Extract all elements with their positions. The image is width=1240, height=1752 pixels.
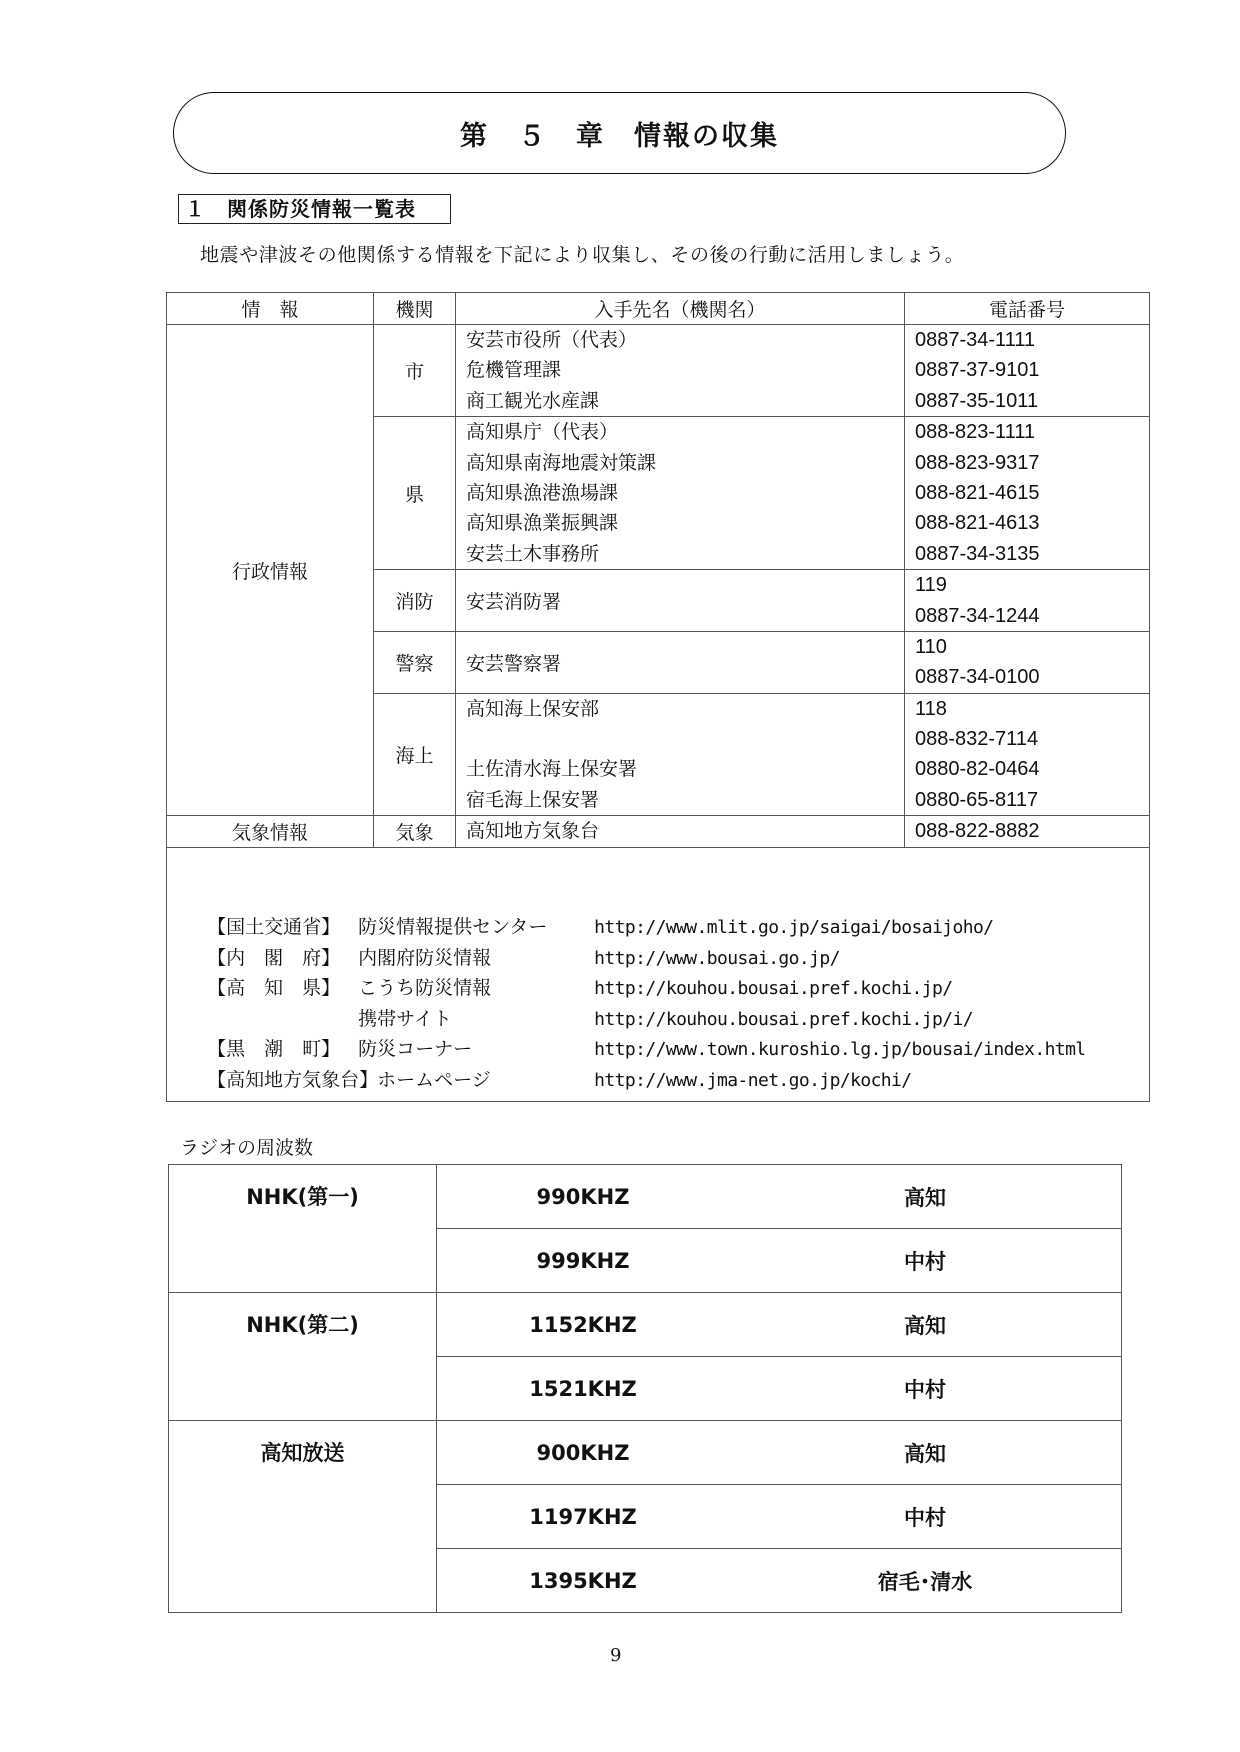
link-org: 【内 閣 府】 [207, 946, 341, 969]
category-cell: 気象情報 [167, 816, 374, 847]
location-cell: 高知 [729, 1165, 1122, 1229]
source-name: 安芸市役所（代表） [466, 329, 638, 351]
frequency-cell: 990KHZ [437, 1165, 730, 1229]
source-cell [456, 693, 905, 816]
phone-number: 0887-34-3135 [915, 542, 1040, 565]
phone-cell [905, 325, 1150, 417]
chapter-title: 第 ５ 章 情報の収集 [460, 120, 779, 152]
location-cell: 高知 [729, 1293, 1122, 1357]
header-source: 入手先名（機関名） [456, 293, 905, 325]
frequency-cell: 1521KHZ [437, 1357, 730, 1421]
source-name [466, 724, 904, 754]
link-org: 【高 知 県】 [207, 977, 341, 1000]
link-name: 携帯サイト [358, 1007, 452, 1030]
frequency-cell: 999KHZ [437, 1229, 730, 1293]
location-cell: 中村 [729, 1229, 1122, 1293]
link-row [183, 1035, 912, 1091]
phone-number: 0887-37-9101 [915, 359, 1040, 382]
chapter-title-box [173, 92, 1066, 174]
link-org: 【高知地方気象台】 [207, 1068, 379, 1091]
radio-caption: ラジオの周波数 [180, 1137, 314, 1159]
header-info: 情 報 [167, 293, 374, 325]
source-name: 高知県南海地震対策課 [466, 451, 657, 474]
agency-cell: 市 [374, 325, 456, 417]
frequency-cell: 900KHZ [437, 1421, 730, 1485]
agency-cell: 消防 [374, 570, 456, 632]
phone-number: 088-821-4615 [915, 481, 1040, 504]
link-org: 【国土交通省】 [207, 916, 341, 939]
radio-row [169, 1165, 1122, 1229]
frequency-cell: 1197KHZ [437, 1485, 730, 1549]
phone-cell [905, 417, 1150, 570]
source-name: 商工観光水産課 [466, 389, 600, 412]
link-url[interactable]: http://www.mlit.go.jp/saigai/bosaijoho/ [594, 917, 994, 939]
phone-number: 0887-34-0100 [915, 666, 1040, 689]
phone-number: 0880-82-0464 [915, 758, 1040, 781]
source-name: 高知県漁港漁場課 [466, 481, 619, 504]
location-cell: 宿毛･清水 [729, 1549, 1122, 1613]
source-name: 安芸警察署 [456, 631, 905, 693]
station-cell: 高知放送 [169, 1421, 437, 1613]
link-url[interactable]: http://www.town.kuroshio.lg.jp/bousai/index.html [594, 1039, 1086, 1061]
source-name: 宿毛海上保安署 [466, 788, 600, 811]
phone-number: 088-832-7114 [915, 728, 1039, 751]
link-name: 内閣府防災情報 [358, 946, 492, 969]
disaster-info-table [166, 292, 1150, 848]
link-name: 防災情報提供センター [358, 916, 548, 939]
source-name: 安芸土木事務所 [466, 542, 600, 565]
link-row [183, 974, 973, 1030]
phone-cell [905, 631, 1150, 693]
radio-frequency-table [168, 1164, 1122, 1613]
phone-number: 119 [915, 574, 947, 597]
link-name: こうち防災情報 [358, 977, 492, 1000]
source-cell [456, 417, 905, 570]
phone-number: 0887-34-1244 [915, 604, 1040, 627]
source-name: 土佐清水海上保安署 [466, 758, 638, 781]
source-name: 高知県漁業振興課 [466, 512, 619, 535]
link-row [183, 943, 953, 1000]
source-name: 高知海上保安部 [466, 697, 600, 720]
frequency-cell: 1152KHZ [437, 1293, 730, 1357]
phone-number: 118 [915, 697, 947, 720]
link-name: ホームページ [358, 1068, 491, 1091]
intro-text: 地震や津波その他関係する情報を下記により収集し、その後の行動に活用しましょう。 [200, 244, 965, 266]
station-cell: NHK(第一) [169, 1165, 437, 1293]
source-name: 高知県庁（代表） [466, 421, 619, 444]
radio-row [169, 1421, 1122, 1485]
link-org: 【黒 潮 町】 [207, 1038, 341, 1061]
radio-row [169, 1293, 1122, 1357]
source-name: 安芸消防署 [456, 570, 905, 632]
location-cell: 中村 [729, 1357, 1122, 1421]
section-heading: １ 関係防災情報一覧表 [178, 194, 451, 224]
station-cell: NHK(第二) [169, 1293, 437, 1421]
link-row [183, 1004, 1086, 1061]
link-row [183, 913, 840, 969]
phone-number: 110 [915, 635, 947, 658]
agency-cell: 県 [374, 417, 456, 570]
phone-cell [905, 693, 1150, 816]
phone-number: 088-821-4613 [915, 512, 1040, 535]
agency-cell: 警察 [374, 631, 456, 693]
table-header-row [167, 293, 1150, 325]
source-name: 危機管理課 [466, 359, 562, 382]
page-number: 9 [610, 1645, 622, 1666]
phone-cell [905, 570, 1150, 632]
phone-number: 0887-34-1111 [915, 329, 1036, 351]
agency-cell: 気象 [374, 816, 456, 847]
phone-number: 088-823-1111 [915, 421, 1036, 444]
source-name: 高知地方気象台 [456, 816, 905, 847]
link-url[interactable]: http://kouhou.bousai.pref.kochi.jp/ [594, 978, 953, 1000]
phone-number: 088-823-9317 [915, 451, 1040, 474]
table-row [167, 325, 1150, 417]
link-url[interactable]: http://www.bousai.go.jp/ [594, 947, 840, 969]
link-row [183, 882, 994, 939]
source-cell [456, 325, 905, 417]
agency-cell: 海上 [374, 693, 456, 816]
table-row [167, 816, 1150, 847]
link-url[interactable]: http://www.jma-net.go.jp/kochi/ [594, 1069, 912, 1091]
link-name: 防災コーナー [358, 1038, 473, 1061]
header-agency: 機関 [374, 293, 456, 325]
location-cell: 高知 [729, 1421, 1122, 1485]
links-box [166, 846, 1150, 1102]
frequency-cell: 1395KHZ [437, 1549, 730, 1613]
phone-number: 0880-65-8117 [915, 788, 1039, 811]
phone-number: 088-822-8882 [905, 816, 1150, 847]
header-phone: 電話番号 [905, 293, 1150, 325]
link-url[interactable]: http://kouhou.bousai.pref.kochi.jp/i/ [594, 1008, 973, 1030]
location-cell: 中村 [729, 1485, 1122, 1549]
phone-number: 0887-35-1011 [915, 389, 1039, 412]
category-cell: 行政情報 [167, 325, 374, 816]
